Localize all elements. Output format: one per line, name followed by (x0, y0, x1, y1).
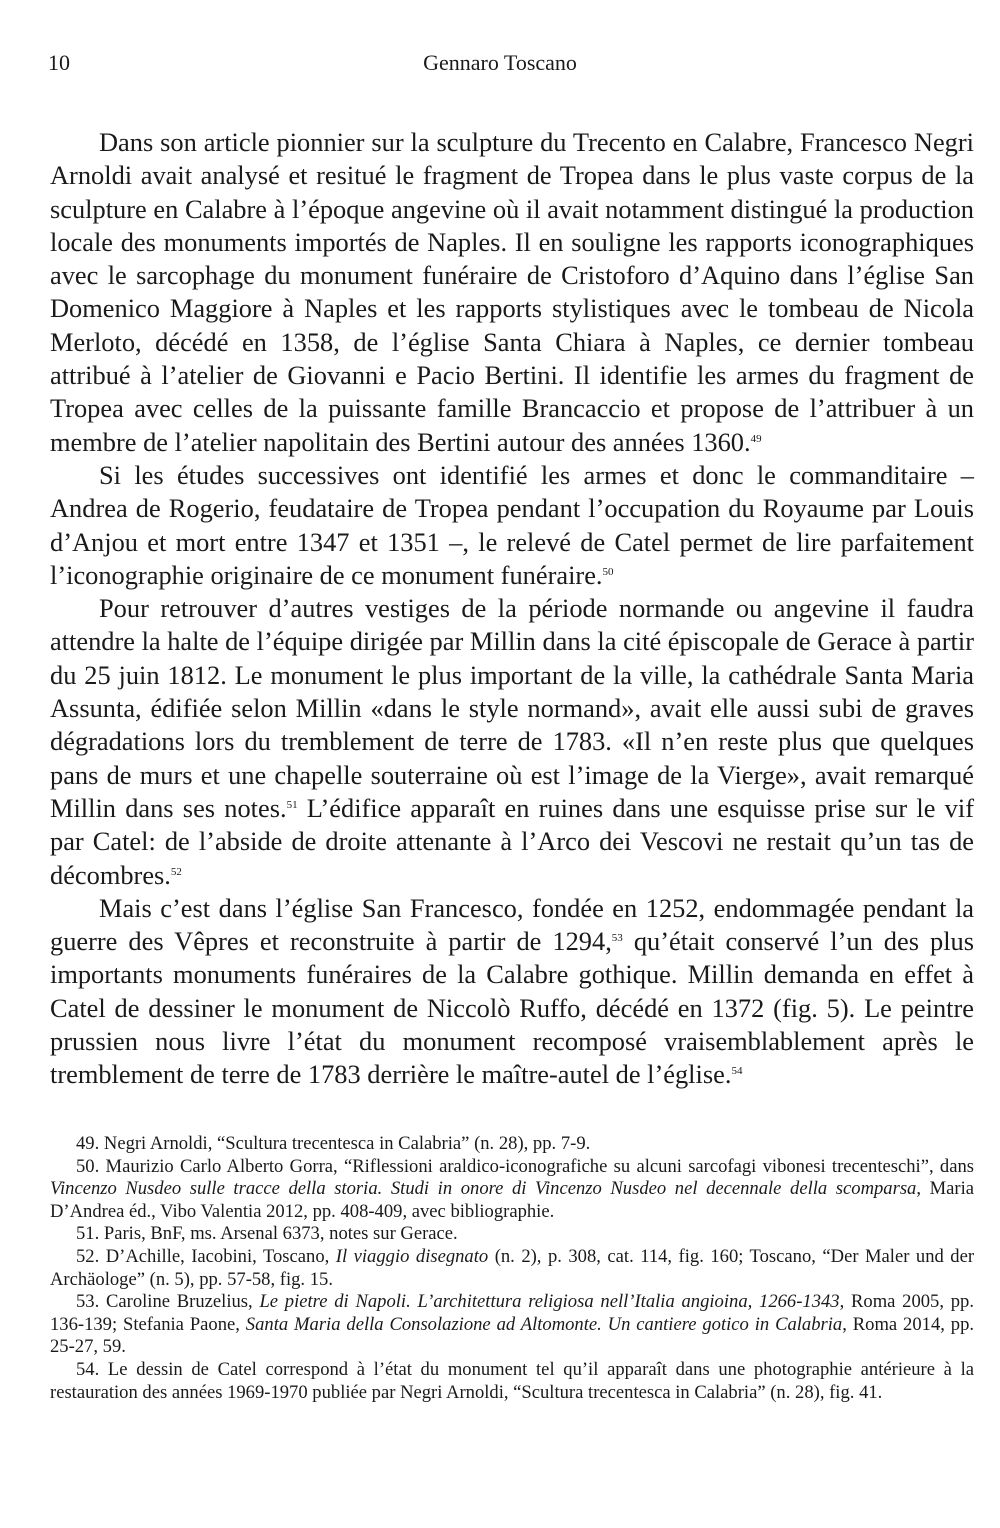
footnote-52 (50, 1246, 974, 1291)
footnote-title: Vincenzo Nusdeo sulle tracce della storia. Studi in onore di Vincenzo Nusdeo nel decennale della scomparsa (50, 1178, 917, 1200)
paragraph-text: L’édifice apparaît en ruines dans une esquisse prise sur le vif par Catel: de l’abside de droite attenante à l’Arco dei Vescovi ne restait qu’un tas de décombres. (50, 792, 974, 890)
footnote-text: 52. D’Achille, Iacobini, Toscano, (76, 1245, 336, 1267)
footnote-ref: 49 (750, 432, 762, 445)
paragraph (50, 592, 974, 892)
footnote-text: , Roma 2005, pp. 136-139; Stefania Paone, (50, 1291, 974, 1335)
paragraph (50, 126, 974, 459)
footnote-ref: 53 (611, 932, 623, 945)
footnote-ref: 52 (170, 865, 182, 878)
paragraph-text: Pour retrouver d’autres vestiges de la période normande ou angevine il faudra attendre la halte de l’équipe dirigée par Millin dans la cité épiscopale de Gerace à partir du 25 juin 1812. Le monument le plus important de la ville, la cathédrale Santa Maria Assunta, édifiée selon Millin «dans le style normand», avait elle aussi subi de graves dégradations lors du tremblement de terre de 1783. «Il n’en reste plus que quelques pans de murs et une chapelle souterraine où est l’image de la Vierge», avait remarqué Millin dans ses notes. (50, 593, 974, 823)
footnote-ref: 50 (602, 565, 614, 578)
footnote-49: 49. Negri Arnoldi, “Scultura trecentesca in Calabria” (n. 28), pp. 7-9. (76, 1133, 591, 1154)
footnote-51: 51. Paris, BnF, ms. Arsenal 6373, notes sur Gerace. (76, 1223, 458, 1245)
footnote-text: , Maria D’Andrea éd., Vibo Valentia 2012, pp. 408-409, avec bibliographie. (50, 1178, 974, 1222)
footnote-ref: 51 (286, 798, 298, 811)
footnote-title: Le pietre di Napoli. L’architettura religiosa nell’Italia angioina, 1266-1343 (259, 1291, 840, 1313)
footnote-title: Santa Maria della Consolazione ad Altomonte. Un cantiere gotico in Calabria (245, 1313, 843, 1335)
paragraph (50, 459, 974, 592)
paragraph-text: Si les études successives ont identifié les armes et donc le commanditaire – Andrea de Rogerio, feudataire de Tropea pendant l’occupation du Royaume par Louis d’Anjou et mort entre 1347 et 1351 –, le relevé de Catel permet de lire parfaitement l’iconographie originaire de ce monument funéraire. (50, 459, 974, 590)
footnote-text: (n. 2), p. 308, cat. 114, fig. 160; Toscano, “Der Maler und der Archäologe” (n. 5), pp. 57-58, fig. 15. (50, 1245, 975, 1290)
paragraph (50, 892, 974, 1092)
page-header (48, 50, 952, 84)
paragraph-text: qu’était conservé l’un des plus importants monuments funéraires de la Calabre gothique. Millin demanda en effet à Catel de dessiner le monument de Niccolò Ruffo, décédé en 1372 (fig. 5). Le peintre prussien nous livre l’état du monument recomposé vraisemblablement après le tremblement de terre de 1783 derrière le maître-autel de l’église. (50, 926, 974, 1090)
footnote-title: Il viaggio disegnato (335, 1245, 489, 1267)
footnote-text: 50. Maurizio Carlo Alberto Gorra, “Riflessioni araldico-iconografiche su alcuni sarcofagi vibonesi trecenteschi”, dans (76, 1155, 974, 1177)
footnote-text: , Roma 2014, pp. 25-27, 59. (50, 1313, 975, 1358)
page-number: 10 (48, 50, 70, 75)
footnote-ref: 54 (731, 1065, 743, 1078)
paragraph-text: Dans son article pionnier sur la sculpture du Trecento en Calabre, Francesco Negri Arnoldi avait analysé et resitué le fragment de Tropea dans le plus vaste corpus de la sculpture en Calabre à l’époque angevine où il avait notamment distingué la production locale des monuments importés de Naples. Il en souligne les rapports iconographiques avec le sarcophage du monument funéraire de Cristoforo d’Aquino dans l’église San Domenico Maggiore à Naples et les rapports stylistiques avec le tombeau de Nicola Merloto, décédé en 1358, de l’église Santa Chiara à Naples, ce dernier tombeau attribué à l’atelier de Giovanni e Pacio Bertini. Il identifie les armes du fragment de Tropea avec celles de la puissante famille Brancaccio et propose de l’attribuer à un membre de l’atelier napolitain des Bertini autour des années 1360. (50, 127, 974, 457)
footnote-text: 53. Caroline Bruzelius, (76, 1291, 260, 1313)
footnotes (50, 1133, 974, 1404)
running-title: Gennaro Toscano (423, 50, 577, 75)
footnote-53 (50, 1291, 974, 1359)
footnote-54: 54. Le dessin de Catel correspond à l’état du monument tel qu’il apparaît dans une photographie antérieure à la restauration des années 1969-1970 publiée par Negri Arnoldi, “Scultura trecentesca in Calabria” (n. 28), fig. 41. (50, 1358, 974, 1403)
footnote-50 (50, 1156, 974, 1224)
main-text (50, 126, 974, 1092)
paragraph-text: Mais c’est dans l’église San Francesco, fondée en 1252, endommagée pendant la guerre des Vêpres et reconstruite à partir de 1294, (50, 892, 974, 957)
